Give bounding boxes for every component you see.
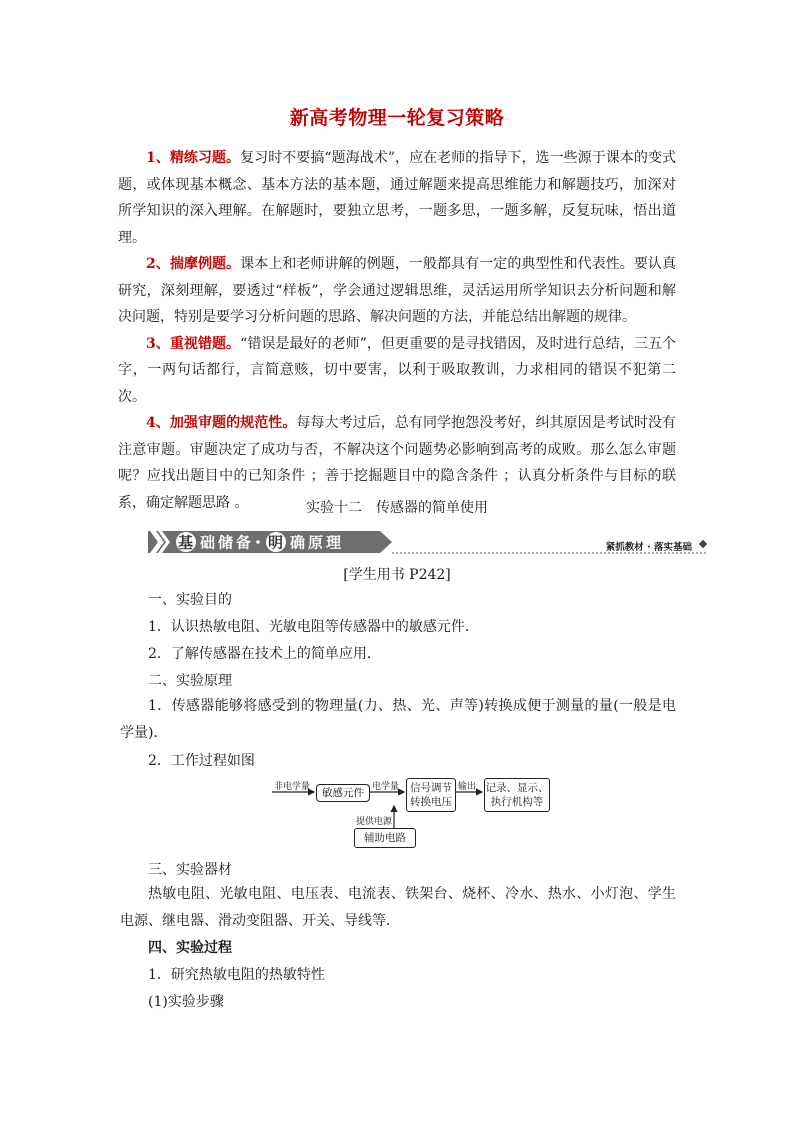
book-reference: [学生用书 P242] <box>343 567 451 583</box>
strategy-heading: 2、揣摩例题。 <box>146 256 241 272</box>
flow-mid-label: 电学量 <box>372 782 400 792</box>
strategy-text: 课本上和老师讲解的例题，一般都具有一定的典型性和代表性。要认真研究，深刻理解，要透过“样板”，学会通过逻辑思维，灵活运用所学知识去分析问题和解决问题，特别是要学习分析问题的思路、解决问题的方法，并能总结出解题的规律。 <box>118 256 676 325</box>
strategy-text: “错误是最好的老师”，但更重要的是寻找错因，及时进行总结，三五个字，一两句话都行，言简意赅，切中要害，以利于吸取教训，力求相同的错误不犯第二次。 <box>118 335 676 405</box>
auxiliary-circuit-box: 辅助电路 <box>354 828 416 848</box>
equipment-list: 热敏电阻、光敏电阻、电压表、电流表、铁架台、烧杯、冷水、热水、小灯泡、学生电源、继电器、滑动变阻器、开关、导线等． <box>120 886 676 929</box>
signal-box-line-2: 转换电压 <box>410 796 452 808</box>
strategy-item <box>118 331 676 411</box>
strategy-heading: 1、精练习题。 <box>146 150 241 166</box>
banner-char: 基 <box>178 533 194 552</box>
banner-char: 确 <box>290 533 306 552</box>
banner-char: 明 <box>268 533 284 552</box>
strategy-item <box>118 251 676 331</box>
banner-note: 紧抓教材 · 落实基础 <box>605 542 692 553</box>
process-item-1: 1．研究热敏电阻的热敏特性 <box>148 967 325 983</box>
flow-input-label: 非电学量 <box>274 782 311 792</box>
signal-box-line-1: 信号调节 <box>410 782 452 794</box>
strategy-list <box>118 145 676 516</box>
process-step-heading: (1)实验步骤 <box>148 994 224 1010</box>
record-box-line-2: 执行机构等 <box>490 796 544 808</box>
record-display-box <box>484 778 550 812</box>
section-heading-equipment: 三、实验器材 <box>148 862 232 878</box>
banner-char: 备 <box>236 533 252 552</box>
page-title: 新高考物理一轮复习策略 <box>289 107 505 129</box>
section-heading-process: 四、实验过程 <box>148 940 232 956</box>
banner-char: 理 <box>326 533 342 552</box>
banner-separator-dot <box>256 540 260 544</box>
strategy-heading: 3、重视错题。 <box>146 335 241 352</box>
principle-item-1: 1．传感器能够将感受到的物理量(力、热、光、声等)转换成便于测量的量(一般是电学量)． <box>120 698 676 741</box>
strategy-text: 复习时不要搞“题海战术”，应在老师的指导下，选一些源于课本的变式题，或体现基本概念、基本方法的基本题，通过解题来提高思维能力和解题技巧，加深对所学知识的深入理解。在解题时，要独立思考，一题多思，一题多解，反复玩味，悟出道理。 <box>118 150 676 246</box>
section-heading-principle: 二、实验原理 <box>148 673 232 689</box>
strategy-heading: 4、加强审题的规范性。 <box>146 415 297 431</box>
flow-power-label: 提供电源 <box>356 817 393 827</box>
sensor-element-box: 敏感元件 <box>316 784 370 802</box>
flow-output-label: 输出 <box>458 782 477 792</box>
banner-char: 原 <box>308 533 324 552</box>
purpose-item-1: 1．认识热敏电阻、光敏电阻等传感器中的敏感元件． <box>148 619 479 635</box>
signal-conditioning-box <box>406 778 456 812</box>
banner-char: 储 <box>218 533 234 552</box>
principle-item-2: 2．工作过程如图 <box>148 753 255 769</box>
record-box-line-1: 记录、显示、 <box>485 782 549 794</box>
section-heading-purpose: 一、实验目的 <box>148 592 232 608</box>
strategy-item <box>118 145 676 251</box>
purpose-item-2: 2．了解传感器在技术上的简单应用． <box>148 646 381 662</box>
experiment-title: 实验十二 传感器的简单使用 <box>306 500 488 516</box>
process-flow-diagram <box>268 776 558 850</box>
section-banner <box>148 529 708 555</box>
strategy-text: 每每大考过后，总有同学抱怨没考好，纠其原因是考试时没有注意审题。审题决定了成功与否，不解决这个问题势必影响到高考的成败。那么怎么审题呢？应找出题目中的已知条件 ；善于挖掘题目中的隐含条件 ；认真分析条件与目标的联系，确定解题思路 。 <box>118 415 677 511</box>
banner-char: 础 <box>200 533 216 552</box>
